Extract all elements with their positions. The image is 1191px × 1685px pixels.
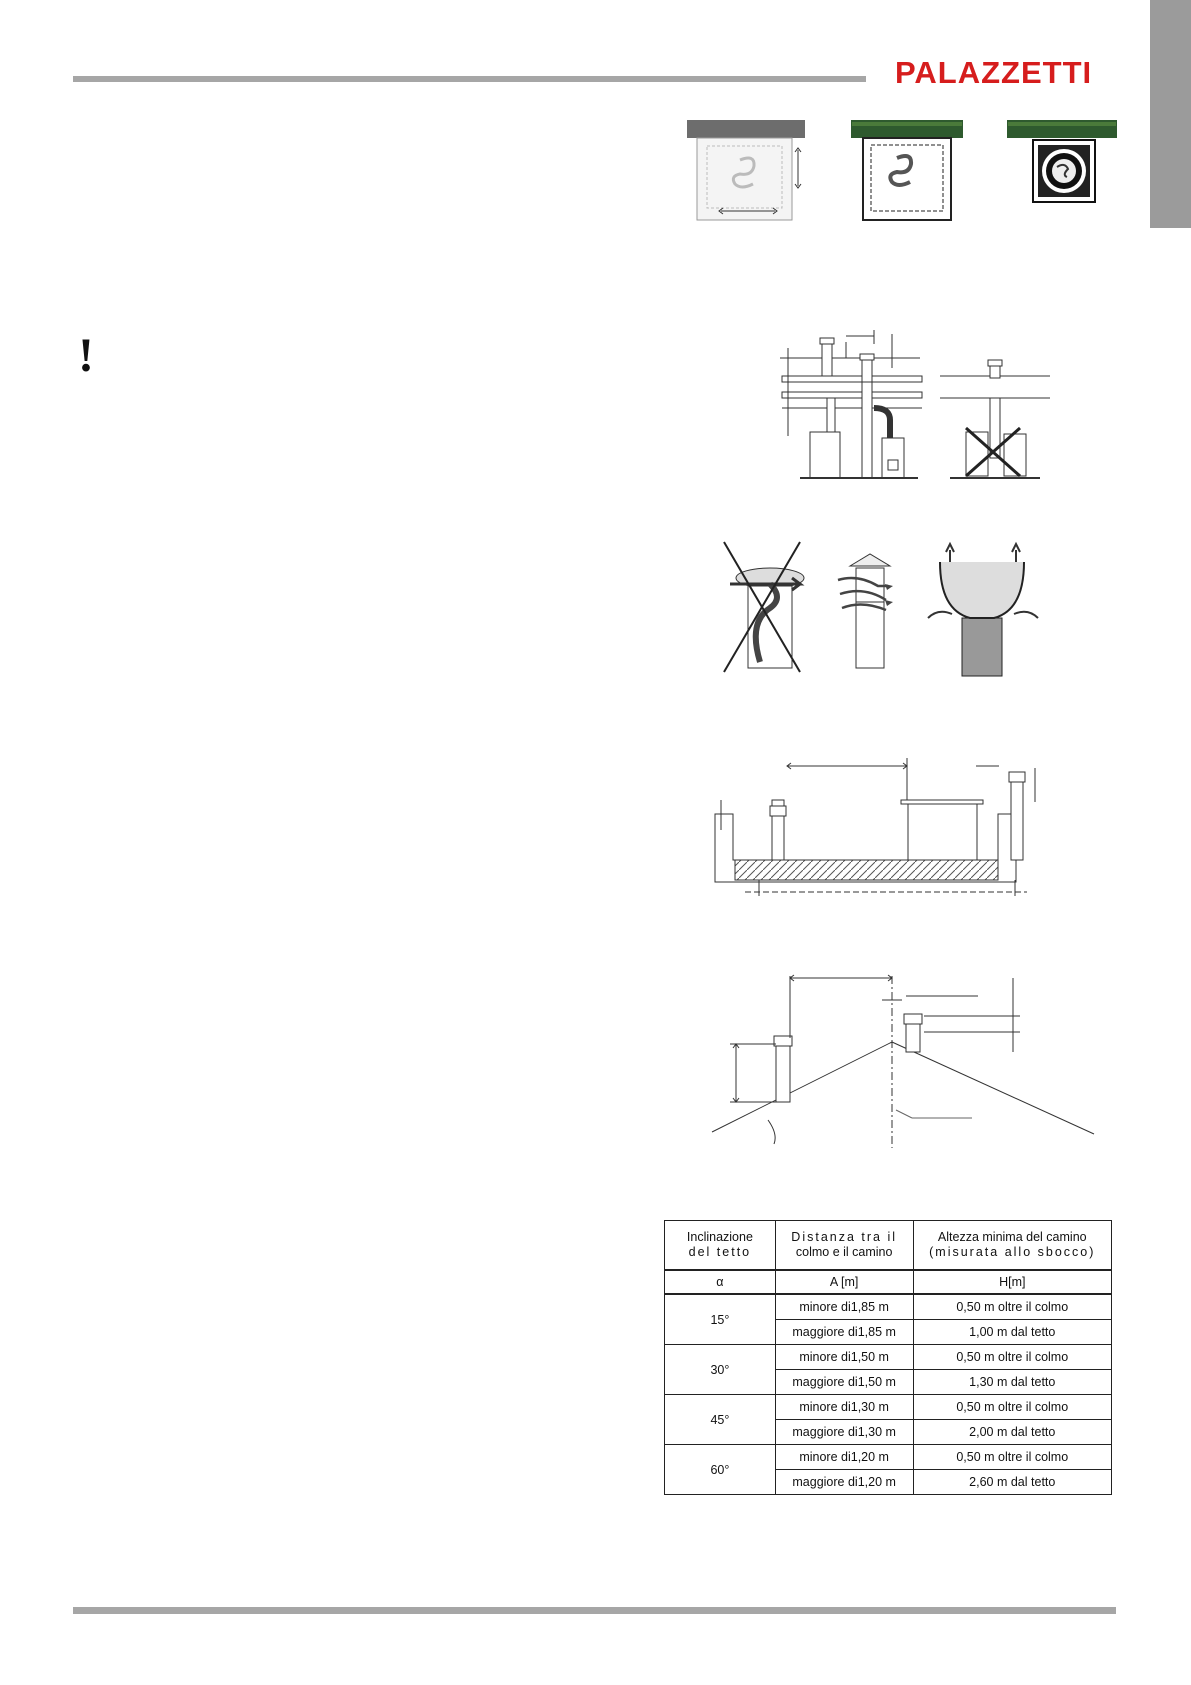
angle-cell: 60° xyxy=(665,1445,776,1495)
distance-cell: minore di1,50 m xyxy=(775,1345,913,1370)
figure-flat-roof xyxy=(715,758,1045,898)
distance-cell: minore di1,85 m xyxy=(775,1294,913,1320)
height-cell: 0,50 m oltre il colmo xyxy=(913,1294,1111,1320)
table-row xyxy=(665,1294,1112,1320)
header-rule xyxy=(73,76,866,82)
section-tab xyxy=(1150,0,1191,228)
angle-cell: 45° xyxy=(665,1395,776,1445)
unit-a: A [m] xyxy=(775,1270,913,1294)
distance-cell: minore di1,20 m xyxy=(775,1445,913,1470)
height-cell: 0,50 m oltre il colmo xyxy=(913,1345,1111,1370)
chimney-height-table xyxy=(664,1220,1112,1495)
figure-chimney-connections xyxy=(770,330,1060,490)
header-ridge-distance: Distanza tra il colmo e il camino xyxy=(775,1221,913,1271)
table-row xyxy=(665,1445,1112,1470)
height-cell: 0,50 m oltre il colmo xyxy=(913,1445,1111,1470)
height-cell: 2,60 m dal tetto xyxy=(913,1470,1111,1495)
figure-chimney-sections xyxy=(685,118,1125,228)
height-cell: 1,00 m dal tetto xyxy=(913,1320,1111,1345)
distance-cell: maggiore di1,85 m xyxy=(775,1320,913,1345)
distance-cell: minore di1,30 m xyxy=(775,1395,913,1420)
table-row xyxy=(665,1395,1112,1420)
footer-rule xyxy=(73,1607,1116,1614)
unit-alpha: α xyxy=(665,1270,776,1294)
distance-cell: maggiore di1,20 m xyxy=(775,1470,913,1495)
table-row xyxy=(665,1345,1112,1370)
distance-cell: maggiore di1,50 m xyxy=(775,1370,913,1395)
figure-pitched-roof xyxy=(710,970,1100,1148)
angle-cell: 30° xyxy=(665,1345,776,1395)
unit-h: H[m] xyxy=(913,1270,1111,1294)
header-min-height: Altezza minima del camino (misurata allo sbocco) xyxy=(913,1221,1111,1271)
warning-mark: ! xyxy=(78,329,94,382)
brand-logo: PALAZZETTI xyxy=(895,55,1093,90)
height-cell: 2,00 m dal tetto xyxy=(913,1420,1111,1445)
height-cell: 1,30 m dal tetto xyxy=(913,1370,1111,1395)
figure-chimney-caps xyxy=(720,542,1040,680)
distance-cell: maggiore di1,30 m xyxy=(775,1420,913,1445)
angle-cell: 15° xyxy=(665,1294,776,1345)
header-roof-pitch: Inclinazione del tetto xyxy=(665,1221,776,1271)
height-cell: 0,50 m oltre il colmo xyxy=(913,1395,1111,1420)
